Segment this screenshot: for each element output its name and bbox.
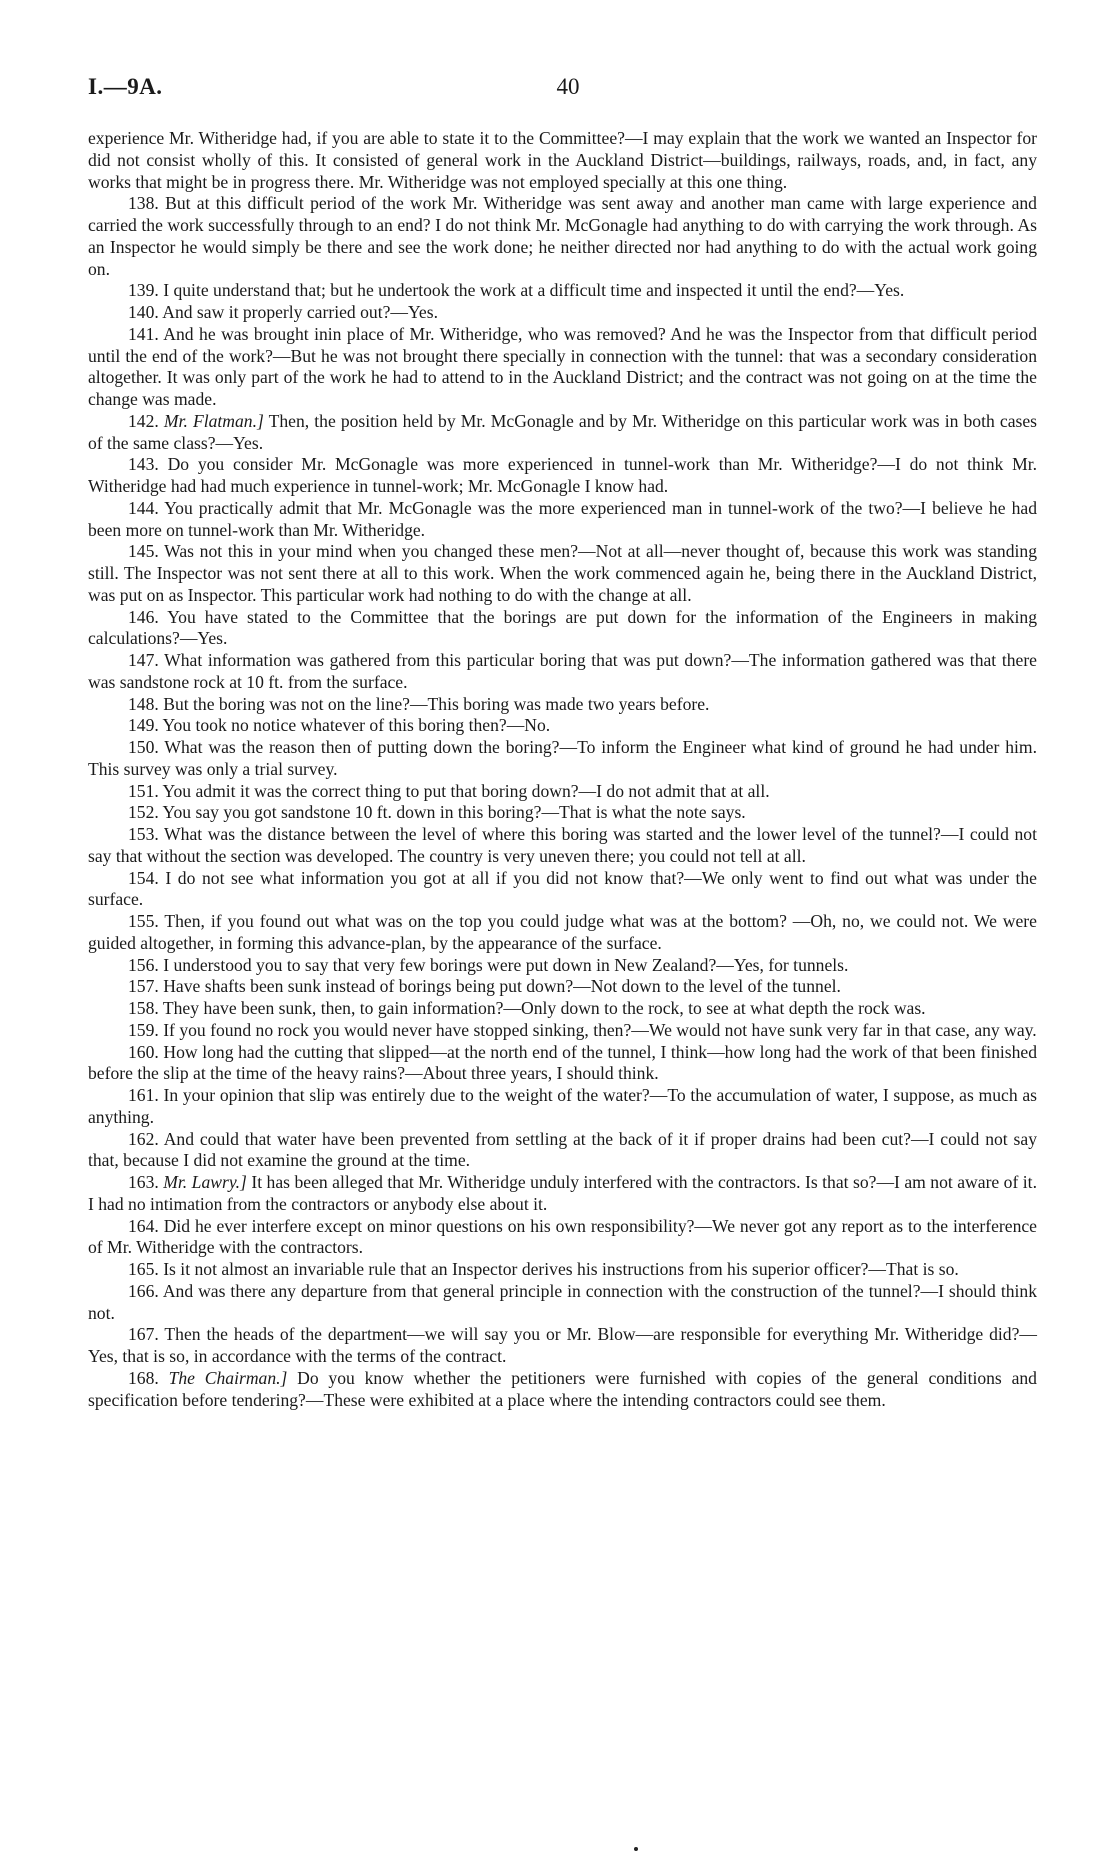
document-reference: I.—9A. [88,74,163,99]
question-number: 157. [128,976,159,997]
testimony-paragraph [88,1172,1037,1216]
paragraph-text: Do you know whether the petitioners were furnished with copies of the general conditions and specification before tendering?—These were exhibited at a place where the intending contractors could see them. [88,1367,1037,1410]
paragraph-text: And was there any departure from that general principle in connection with the construction of the tunnel?—I should think not. [88,1280,1037,1323]
paragraph-text: They have been sunk, then, to gain information?—Only down to the rock, to see at what depth the rock was. [162,998,926,1018]
question-number: 144. [128,497,159,518]
testimony-paragraph [88,998,1037,1020]
printer-mark [634,1847,638,1851]
page-header [88,74,1048,110]
paragraph-text: Have shafts been sunk instead of borings being put down?—Not down to the level of the tunnel. [163,976,841,997]
testimony-paragraph [88,128,1037,193]
paragraph-text: If you found no rock you would never have stopped sinking, then?—We would not have sunk very far in that case, any way. [163,1019,1037,1040]
testimony-paragraph [88,1020,1037,1042]
question-number: 158. [128,998,159,1018]
question-number: 146. [128,606,159,627]
testimony-paragraph [88,498,1037,542]
paragraph-text: You say you got sandstone 10 ft. down in this boring?—That is what the note says. [162,802,746,823]
question-number: 154. [128,867,159,888]
paragraph-text: You practically admit that Mr. McGonagle was the more experienced man in tunnel-work of the two?—I believe he had been more on tunnel-work than Mr. Witheridge. [88,497,1037,540]
paragraph-text: And saw it properly carried out?—Yes. [162,302,438,322]
testimony-paragraph [88,802,1037,824]
testimony-paragraph [88,650,1037,694]
paragraph-text: Do you consider Mr. McGonagle was more experienced in tunnel-work than Mr. Witheridge?—I do not think Mr. Witheridge had had much experience in tunnel-work; Mr. McGonagle I know had. [88,454,1038,496]
testimony-paragraph [88,324,1037,411]
question-number: 147. [128,650,159,670]
paragraph-text: It has been alleged that Mr. Witheridge unduly interfered with the contractors. Is that so?—I am not aware of it. I had no intimation from the contractors or anybody else about it. [88,1172,1037,1214]
question-number: 156. [128,954,159,975]
question-number: 161. [128,1085,159,1105]
paragraph-text: Did he ever interfere except on minor questions on his own responsibility?—We never got any report as to the interference of Mr. Witheridge with the contractors. [88,1215,1037,1258]
paragraph-text: Then, if you found out what was on the top you could judge what was at the bottom? —Oh, no, we could not. We were guided altogether, in forming this advance-plan, by the appearance of the surface. [88,911,1037,953]
testimony-paragraph [88,1259,1037,1281]
paragraph-text: I understood you to say that very few borings were put down in New Zealand?—Yes, for tunnels. [163,954,849,975]
question-number: 149. [128,715,159,736]
question-number: 165. [128,1259,159,1279]
paragraph-text: In your opinion that slip was entirely due to the weight of the water?—To the accumulation of water, I suppose, as much as anything. [88,1085,1037,1127]
speaker-name: Mr. Flatman.] [163,410,264,431]
question-number: 152. [128,802,159,823]
testimony-paragraph [88,1324,1037,1368]
testimony-paragraph [88,976,1037,998]
testimony-paragraph [88,737,1037,781]
testimony-paragraph [88,607,1037,651]
speaker-name: Mr. Lawry.] [163,1172,247,1192]
question-number: 159. [128,1019,159,1040]
question-number: 141. [128,323,159,344]
paragraph-text: What information was gathered from this particular boring that was put down?—The information gathered was that there was sandstone rock at 10 ft. from the surface. [88,650,1037,692]
testimony-paragraph [88,1368,1037,1412]
question-number: 151. [128,780,159,801]
paragraph-text: You took no notice whatever of this boring then?—No. [162,715,551,736]
testimony-paragraph [88,1281,1037,1325]
testimony-paragraph [88,868,1037,912]
testimony-paragraph [88,824,1037,868]
testimony-paragraph [88,280,1037,302]
testimony-paragraph [88,694,1037,716]
testimony-paragraph [88,541,1037,606]
question-number: 145. [128,541,159,562]
question-number: 138. [128,193,159,214]
testimony-paragraph [88,193,1037,280]
paragraph-text: Is it not almost an invariable rule that an Inspector derives his instructions from his superior officer?—That is so. [163,1259,959,1279]
paragraph-text: I quite understand that; but he undertook the work at a difficult time and inspected it until the end?—Yes. [163,280,905,301]
testimony-paragraph [88,781,1037,803]
testimony-paragraph [88,715,1037,737]
testimony-paragraph [88,411,1037,455]
paragraph-text: You have stated to the Committee that the borings are put down for the information of the Engineers in making calculations?—Yes. [88,606,1037,649]
question-number: 140. [128,302,159,322]
question-number: 167. [128,1324,159,1345]
testimony-paragraph [88,955,1037,977]
paragraph-text: Was not this in your mind when you changed these men?—Not at all—never thought of, because this work was standing still. The Inspector was not sent there at all to this work. When the work commenced again he, being there in the Auckland District, was put on as Inspector. This particular work had nothing to do with the change at all. [88,541,1037,605]
paragraph-text: What was the reason then of putting down the boring?—To inform the Engineer what kind of ground he had under him. This survey was only a trial survey. [88,737,1037,779]
testimony-paragraph [88,1129,1037,1173]
paragraph-text: But the boring was not on the line?—This boring was made two years before. [163,693,710,714]
testimony-paragraph [88,454,1037,498]
question-number: 162. [128,1128,159,1149]
testimony-paragraph [88,911,1037,955]
testimony-paragraph [88,1085,1037,1129]
paragraph-text: What was the distance between the level of where this boring was started and the lower level of the tunnel?—I could not say that without the section was developed. The country is very uneven there; you could not tell at all. [88,824,1037,866]
paragraph-text: Then, the position held by Mr. McGonagle and by Mr. Witheridge on this particular work was in both cases of the same class?—Yes. [88,410,1038,453]
testimony-paragraph [88,1042,1037,1086]
paragraph-text: And he was brought inin place of Mr. Witheridge, who was removed? And he was the Inspector from that difficult period until the end of the work?—But he was not brought there specially in connection with the tunnel: that was a secondary consideration altogether. It was only part of the work he had to attend to in the Auckland District; and the contract was not going on at the time the change was made. [88,323,1037,409]
paragraph-text: But at this difficult period of the work Mr. Witheridge was sent away and another man came with large experience and carried the work successfully through to an end? I do not think Mr. McGonagle had anything to do with carrying the work through. As an Inspector he would simply be there and see the work done; he neither directed nor had anything to do with the actual work going on. [88,193,1037,279]
paragraph-text: I do not see what information you got at all if you did not know that?—We only went to find out what was under the surface. [88,867,1037,910]
paragraph-text: Then the heads of the department—we will say you or Mr. Blow—are responsible for everything Mr. Witheridge did?—Yes, that is so, in accordance with the terms of the contract. [88,1324,1037,1366]
question-number: 155. [128,911,159,931]
question-number: 153. [128,824,159,844]
question-number: 160. [128,1041,159,1062]
paragraph-text: experience Mr. Witheridge had, if you are able to state it to the Committee?—I may explain that the work we wanted an Inspector for did not consist wholly of this. It consisted of general work in the Auckland District—buildings, railways, roads, and, in fact, any works that might be in progress there. Mr. Witheridge was not employed specially at this one thing. [88,128,1037,192]
paragraph-text: How long had the cutting that slipped—at the north end of the tunnel, I think—how long had the work of that been finished before the slip at the time of the heavy rains?—About three years, I should think. [88,1041,1038,1084]
speaker-name: The Chairman.] [168,1367,288,1388]
paragraph-text: You admit it was the correct thing to put that boring down?—I do not admit that at all. [162,780,770,801]
question-number: 164. [128,1215,159,1236]
question-number: 163. [128,1172,159,1192]
question-number: 150. [128,737,159,757]
question-number: 166. [128,1280,159,1301]
question-number: 142. [128,410,159,431]
question-number: 143. [128,454,159,475]
question-number: 168. [128,1367,159,1388]
paragraph-text: And could that water have been prevented from settling at the back of it if proper drains had been cut?—I could not say that, because I did not examine the ground at the time. [88,1128,1037,1171]
testimony-body [88,128,1037,1411]
testimony-paragraph [88,302,1037,324]
testimony-paragraph [88,1216,1037,1260]
question-number: 139. [128,280,159,301]
question-number: 148. [128,693,159,714]
page-number: 40 [556,74,580,99]
